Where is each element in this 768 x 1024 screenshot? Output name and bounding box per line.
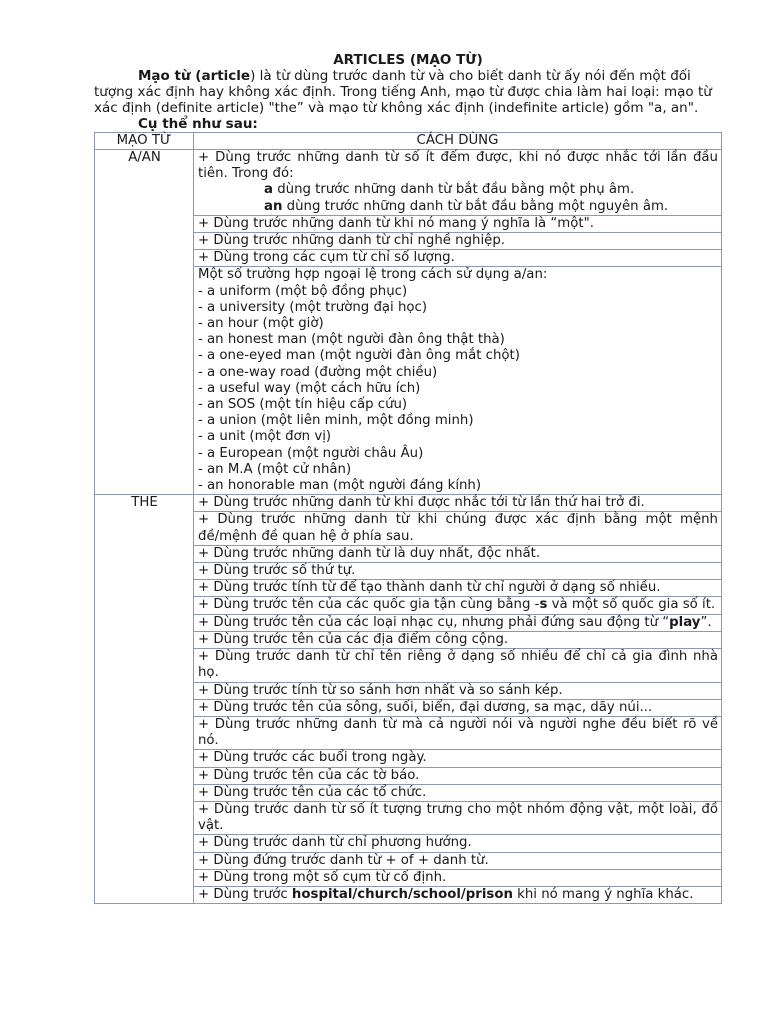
usage-cell: + Dùng trước tên của các tờ báo. [194,767,722,784]
table-row [95,150,722,216]
exception-item: - a union (một liên minh, một đồng minh) [198,413,474,429]
exception-item: - an hour (một giờ) [198,316,324,332]
usage-cell [194,150,722,216]
usage-text: + Dùng trước [198,886,292,902]
intro-paragraph [94,68,722,116]
exception-item: - an M.A (một cử nhân) [198,461,352,477]
exception-item: - a unit (một đơn vị) [198,429,332,445]
exception-item: - a uniform (một bộ đồng phục) [198,283,408,299]
table-row [95,495,722,512]
bold-an: an [264,198,283,214]
exception-item: - an honorable man (một người đáng kính) [198,478,482,494]
usage-text: + Dùng trước tên của các loại nhạc cụ, nhưng phải đứng sau động từ “ [198,614,670,630]
bold-s: s [539,597,548,613]
usage-cell: + Dùng trước danh từ số ít tượng trưng cho một nhóm động vật, một loài, đồ vật. [194,801,722,834]
exception-item: - a useful way (một cách hữu ích) [198,380,421,396]
intro-bold-term: Mạo từ (article [138,68,251,84]
exception-item: - a one-eyed man (một người đàn ông mắt chột) [198,348,520,364]
usage-cell: + Dùng trong một số cụm từ cố định. [194,869,722,886]
exception-item: - a one-way road (đường một chiều) [198,364,438,380]
usage-sub-a-text: dùng trước những danh từ bắt đầu bằng một phụ âm. [272,182,635,198]
usage-cell: + Dùng trước tên của các tổ chức. [194,784,722,801]
article-label-the: THE [95,495,194,904]
header-usage: CÁCH DÙNG [194,133,722,150]
usage-cell: + Dùng trước số thứ tự. [194,563,722,580]
bold-places: hospital/church/school/prison [291,886,513,902]
exception-item: - a university (một trường đại học) [198,299,428,315]
usage-cell: + Dùng trước những danh từ mà cả người nói và người nghe đều biết rõ về nó. [194,716,722,749]
intro-text: ) là từ dùng trước danh từ và cho biết danh từ ấy nói đến một đối tượng xác định hay không xác định. Trong tiếng Anh, mạo từ được chia làm hai loại: mạo từ xác định (definite article) "the” và mạo từ không xác định (indefinite article) gồm "a, an". [94,68,712,116]
usage-cell [194,886,722,903]
usage-cell: + Dùng trước những danh từ khi nó mang ý nghĩa là “một". [194,215,722,232]
exception-item: - an honest man (một người đàn ông thật thà) [198,332,505,348]
usage-text: + Dùng trước những danh từ số ít đếm được, khi nó được nhắc tới lần đầu tiên. Trong đó: [198,150,718,182]
usage-cell: + Dùng trước những danh từ khi được nhắc tới từ lần thứ hai trở đi. [194,495,722,512]
subheading: Cụ thể như sau: [138,116,258,132]
usage-cell: + Dùng trước những danh từ khi chúng được xác định bằng một mệnh đề/mệnh đề quan hệ ở phía sau. [194,512,722,545]
usage-cell [194,614,722,631]
bold-play: play [669,614,701,630]
exception-item: - an SOS (một tín hiệu cấp cứu) [198,397,408,413]
bold-a: a [264,182,273,198]
usage-cell: + Dùng trước những danh từ là duy nhất, độc nhất. [194,545,722,562]
article-label-a-an: A/AN [95,150,194,495]
exception-item: - a European (một người châu Âu) [198,445,424,461]
header-article: MẠO TỪ [95,133,194,150]
exceptions-title: Một số trường hợp ngoại lệ trong cách sử dụng a/an: [198,267,548,283]
exceptions-cell [194,267,722,495]
usage-text: khi nó mang ý nghĩa khác. [512,886,694,902]
document-page [94,52,722,904]
usage-sub-a [198,182,718,198]
usage-cell: + Dùng trước danh từ chỉ phương hướng. [194,835,722,852]
usage-sub-an-text: dùng trước những danh từ bắt đầu bằng một nguyên âm. [282,198,669,214]
table-header-row [95,133,722,150]
usage-cell: + Dùng trước những danh từ chỉ nghề nghiệp. [194,233,722,250]
usage-sub-an [198,199,718,215]
usage-cell: + Dùng đứng trước danh từ + of + danh từ. [194,852,722,869]
usage-text: + Dùng trước tên của các quốc gia tận cùng bằng - [198,597,540,613]
usage-cell: + Dùng trước tên của các địa điểm công cộng. [194,631,722,648]
usage-cell: + Dùng trước tính từ để tạo thành danh từ chỉ người ở dạng số nhiều. [194,580,722,597]
articles-table [94,132,722,904]
usage-text: ”. [700,614,712,630]
usage-cell: + Dùng trước tên của sông, suối, biển, đại dương, sa mạc, dãy núi... [194,699,722,716]
usage-cell: + Dùng trước tính từ so sánh hơn nhất và so sánh kép. [194,682,722,699]
usage-cell: + Dùng trước các buổi trong ngày. [194,750,722,767]
usage-text: và một số quốc gia số ít. [547,597,716,613]
usage-cell [194,597,722,614]
usage-cell: + Dùng trong các cụm từ chỉ số lượng. [194,250,722,267]
document-title: ARTICLES (MẠO TỪ) [333,52,483,68]
usage-cell: + Dùng trước danh từ chỉ tên riêng ở dạng số nhiều để chỉ cả gia đình nhà họ. [194,649,722,682]
